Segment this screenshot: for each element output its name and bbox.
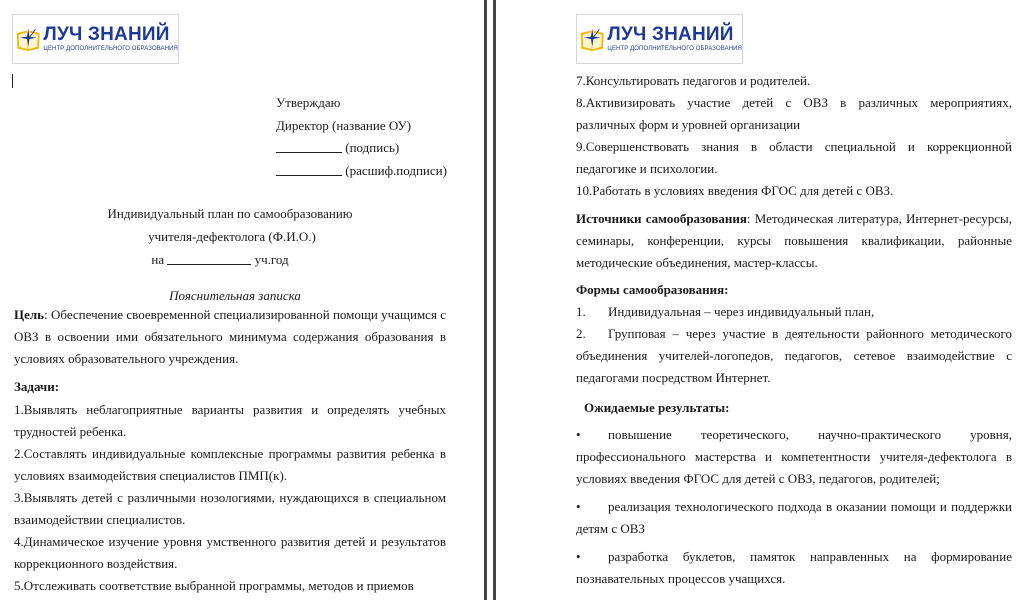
plan-title-line: учителя-дефектолога (Ф.И.О.) — [148, 229, 316, 244]
list-item — [576, 301, 1012, 323]
page-divider — [484, 0, 496, 600]
tasks-list — [14, 399, 446, 597]
approve-line: (подпись) — [276, 137, 476, 160]
sources-paragraph — [576, 208, 1012, 274]
approve-line: Утверждаю — [276, 95, 341, 110]
text-cursor — [12, 74, 13, 88]
bullet-mark: • — [576, 499, 581, 514]
list-item: 2.Составлять индивидуальные комплексные программы развития ребенка в условиях взаимодействия специалистов ПМП(к). — [14, 446, 446, 483]
list-item — [576, 424, 1012, 490]
logo — [576, 14, 743, 64]
document-page-right — [496, 0, 1024, 600]
list-item: 4.Динамическое изучение уровня умственного развития детей и результатов коррекционного воздействия. — [14, 534, 446, 571]
list-item: 1.Выявлять неблагоприятные варианты развития и определять учебных трудностей ребенка. — [14, 402, 446, 439]
sources-text: : Методическая литература, Интернет-ресурсы, семинары, конференции, курсы повышения квалификации, районные методические объединения, мастер-классы. — [576, 211, 1012, 270]
sources-label: Источники самообразования — [576, 211, 747, 226]
tasks-list-continued — [576, 70, 1012, 202]
results-heading: Ожидаемые результаты: — [584, 400, 730, 415]
logo-title: ЛУЧ ЗНАНИЙ — [43, 24, 170, 45]
approve-line: Директор (название ОУ) — [276, 117, 412, 133]
logo — [12, 14, 179, 64]
list-item-text: разработка буклетов, памяток направленных на формирование познавательных процессов учащихся. — [576, 549, 1012, 586]
forms-heading: Формы самообразования: — [576, 282, 729, 297]
plan-title-line: на уч.год — [151, 252, 289, 267]
logo-subtitle: ЦЕНТР ДОПОЛНИТЕЛЬНОГО ОБРАЗОВАНИЯ — [43, 46, 178, 52]
bullet-mark: • — [576, 427, 581, 442]
logo-title: ЛУЧ ЗНАНИЙ — [607, 24, 734, 45]
results-list — [576, 424, 1012, 590]
list-item — [576, 496, 1012, 540]
list-item: 5.Отслеживать соответствие выбранной программы, методов и приемов — [14, 578, 414, 593]
list-number: 2. — [576, 326, 586, 341]
logo-subtitle: ЦЕНТР ДОПОЛНИТЕЛЬНОГО ОБРАЗОВАНИЯ — [607, 46, 742, 52]
list-item: 7.Консультировать педагогов и родителей. — [576, 73, 811, 88]
list-item: 10.Работать в условиях введения ФГОС для детей с ОВЗ. — [576, 183, 894, 198]
plan-title — [0, 202, 440, 271]
plan-title-line: Индивидуальный план по самообразованию — [107, 206, 353, 221]
list-item-text: Индивидуальная – через индивидуальный план, — [608, 304, 875, 319]
list-number: 1. — [576, 304, 586, 319]
list-item — [576, 323, 1012, 389]
book-star-logo-icon — [15, 15, 41, 63]
document-page-left — [0, 0, 484, 600]
goal-label: Цель — [14, 307, 45, 322]
approval-block — [276, 92, 476, 182]
list-item: 8.Активизировать участие детей с ОВЗ в различных мероприятиях, различных форм и уровней организации — [576, 95, 1012, 132]
tasks-heading: Задачи: — [14, 379, 60, 394]
list-item-text: повышение теоретического, научно-практического уровня, профессионального мастерства и компетентности учителя-дефектолога в условиях введения ФГОС для детей с ОВЗ, педагогов, родителей; — [576, 427, 1012, 486]
bullet-mark: • — [576, 549, 581, 564]
approve-line: (расшиф.подписи) — [276, 160, 476, 183]
goal-paragraph — [14, 304, 446, 370]
list-item-text: реализация технологического подхода в оказании помощи и поддержки детям с ОВЗ — [576, 499, 1012, 536]
book-star-logo-icon — [579, 15, 605, 63]
list-item: 9.Совершенствовать знания в области специальной и коррекционной педагогике и психологии. — [576, 139, 1012, 176]
list-item — [576, 546, 1012, 590]
forms-list — [576, 301, 1012, 389]
explanatory-note-heading: Пояснительная записка — [169, 288, 301, 303]
goal-text: : Обеспечение своевременной специализированной помощи учащимся с ОВЗ в освоении ими обязательного минимума содержания образования в условиях образовательного учреждения. — [14, 307, 446, 366]
list-item: 3.Выявлять детей с различными нозологиями, нуждающихся в специальном взаимодействии специалистов. — [14, 490, 446, 527]
list-item-text: Групповая – через участие в деятельности районного методического объединения учителей-логопедов, педагогов, сетевое взаимодействие с педагогами посредством Интернет. — [576, 326, 1012, 385]
